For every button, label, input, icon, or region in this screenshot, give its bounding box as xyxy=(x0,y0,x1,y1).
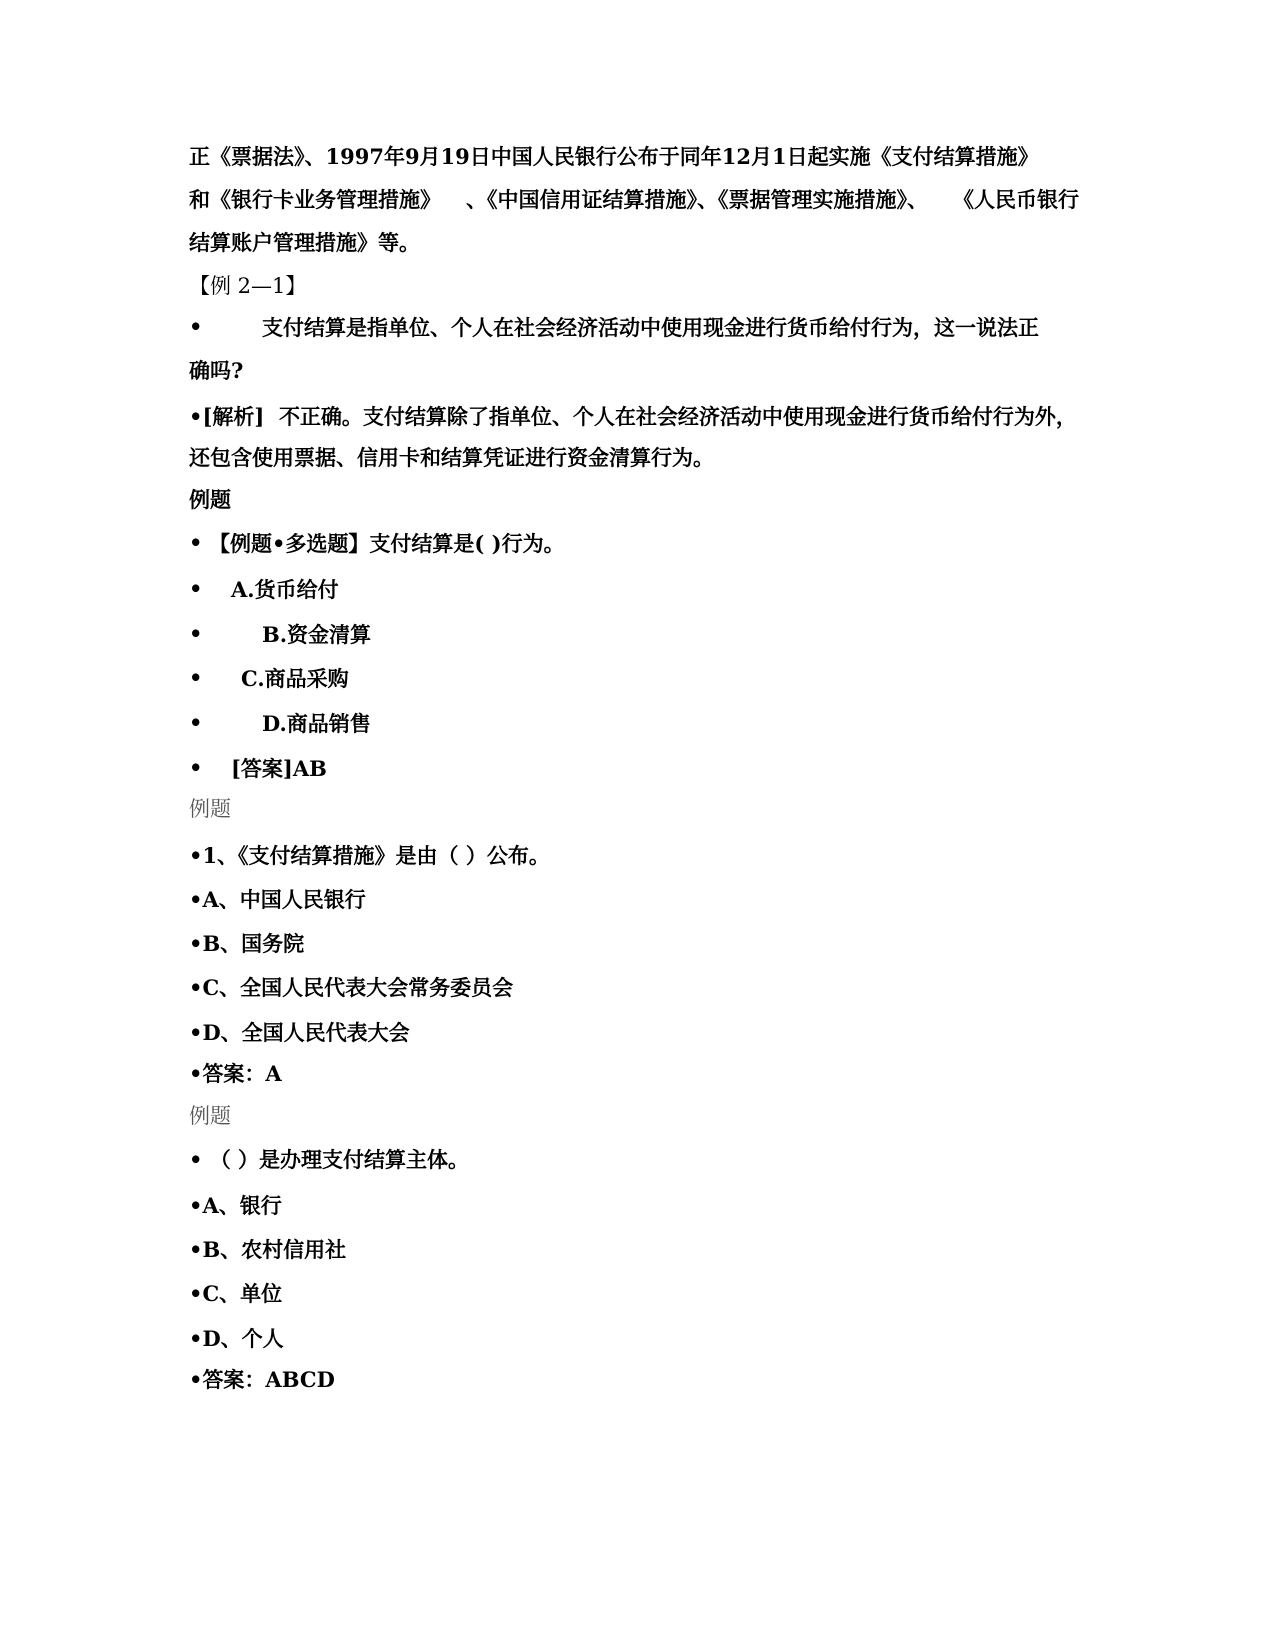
bullet: • xyxy=(189,755,203,780)
example-3-option-a-text: A、银行 xyxy=(202,1193,282,1218)
example-2-question-text: 1、《支付结算措施》是由（ ）公布。 xyxy=(202,843,550,868)
bullet: • xyxy=(189,1367,203,1392)
bullet: • xyxy=(189,975,203,1000)
bullet: • xyxy=(189,1193,203,1218)
example-2-option-a xyxy=(189,886,366,914)
example-3-option-d-text: D、个人 xyxy=(202,1326,284,1351)
example-2-option-b-text: B、国务院 xyxy=(202,931,305,956)
bullet: • xyxy=(189,621,203,646)
example-2-option-d-text: D、全国人民代表大会 xyxy=(202,1020,410,1045)
example-3-answer-text: 答案：ABCD xyxy=(202,1367,335,1392)
example-3-question xyxy=(189,1146,469,1174)
example-1-option-d: D.商品销售 xyxy=(262,711,371,736)
analysis-text: 不正确。支付结算除了指单位、个人在社会经济活动中使用现金进行货币给付行为外， xyxy=(278,404,1077,429)
intro-line-2 xyxy=(189,186,1079,214)
example-3-option-d xyxy=(189,1325,284,1353)
example-3-answer xyxy=(189,1366,335,1394)
example-2-option-a-text: A、中国人民银行 xyxy=(202,887,366,912)
bullet: • xyxy=(189,1237,203,1262)
example-3-option-a xyxy=(189,1192,282,1220)
example-1-option-b: B.资金清算 xyxy=(262,622,372,647)
bullet: • xyxy=(189,931,203,956)
intro-line-2-part-c: 《人民币银行 xyxy=(953,187,1079,212)
example-1-heading: 例题 xyxy=(189,487,231,512)
bullet: • xyxy=(189,576,203,601)
bullet: • xyxy=(189,1281,203,1306)
bullet: • xyxy=(189,1061,203,1086)
bullet: • xyxy=(189,665,203,690)
example-3-option-b-text: B、农村信用社 xyxy=(202,1237,347,1262)
example-3-heading: 例题 xyxy=(189,1104,231,1128)
bullet: • xyxy=(189,1326,203,1351)
example-3-option-c-text: C、单位 xyxy=(202,1281,283,1306)
example-2-option-d xyxy=(189,1019,410,1047)
bullet: • xyxy=(189,710,203,735)
example-1-answer: [答案]AB xyxy=(231,756,327,781)
example-2-heading: 例题 xyxy=(189,797,231,821)
example-1-option-c: C.商品采购 xyxy=(241,666,349,691)
intro-line-3: 结算账户管理措施》等。 xyxy=(189,230,420,255)
example-1-question: 【例题•多选题】支付结算是( )行为。 xyxy=(209,531,565,556)
bullet: • xyxy=(189,1147,203,1172)
bullet: • xyxy=(189,314,203,339)
example-2-answer-text: 答案：A xyxy=(202,1061,282,1086)
example-2-1-question-line-2: 确吗? xyxy=(189,358,244,383)
intro-line-2-part-b: 、《中国信用证结算措施》、《票据管理实施措施》、 xyxy=(466,187,928,212)
example-2-question xyxy=(189,842,550,870)
example-2-option-c xyxy=(189,974,513,1002)
bullet: • xyxy=(189,530,203,555)
example-2-1-analysis-line-1 xyxy=(189,403,1077,431)
example-1-option-a: A.货币给付 xyxy=(231,577,339,602)
analysis-tag: [解析] xyxy=(202,404,265,429)
bullet: • xyxy=(189,887,203,912)
example-3-question-text: （ ）是办理支付结算主体。 xyxy=(209,1147,470,1172)
example-2-1-question-line-1: 支付结算是指单位、个人在社会经济活动中使用现金进行货币给付行为，这一说法正 xyxy=(262,315,1039,340)
bullet: • xyxy=(189,843,203,868)
example-2-1-analysis-line-2: 还包含使用票据、信用卡和结算凭证进行资金清算行为。 xyxy=(189,445,714,470)
example-2-1-label: 【例 2—1】 xyxy=(189,274,307,298)
example-3-option-b xyxy=(189,1236,346,1264)
example-2-option-c-text: C、全国人民代表大会常务委员会 xyxy=(202,975,514,1000)
example-2-option-b xyxy=(189,930,304,958)
example-3-option-c xyxy=(189,1280,282,1308)
example-2-answer xyxy=(189,1060,282,1088)
intro-line-2-part-a: 和《银行卡业务管理措施》 xyxy=(189,187,441,212)
intro-line-1: 正《票据法》、1997年9月19日中国人民银行公布于同年12月1日起实施《支付结算措施》 xyxy=(189,144,1039,169)
bullet: • xyxy=(189,404,203,429)
bullet: • xyxy=(189,1020,203,1045)
